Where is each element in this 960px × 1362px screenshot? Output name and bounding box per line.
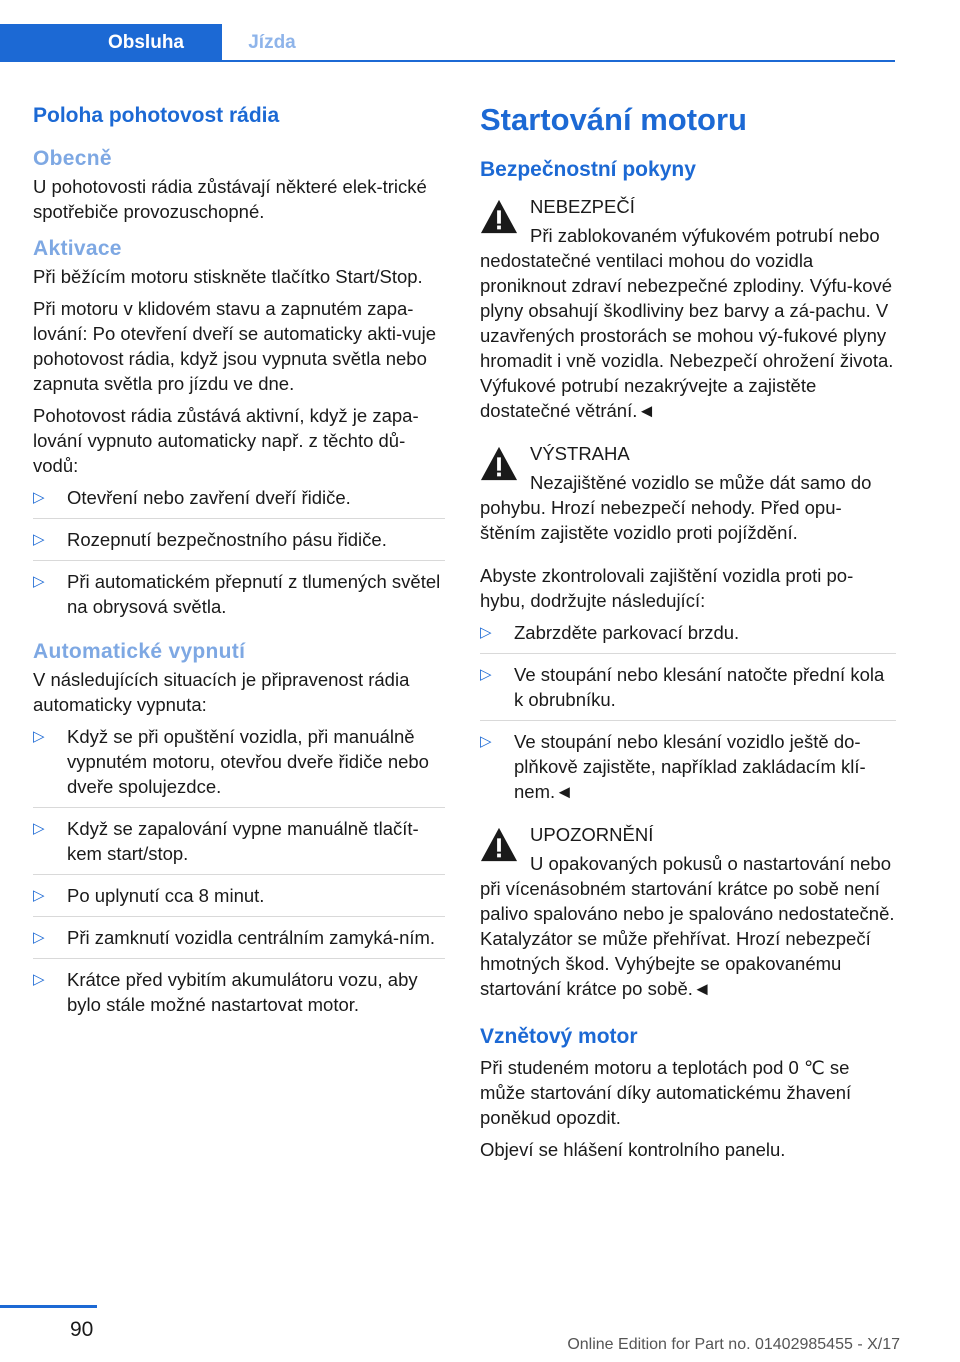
paragraph: Pohotovost rádia zůstává aktivní, když je zapa-lování vypnuto automaticky např. z těchto dů-vodů: [33,405,419,476]
list-item-text: Když se při opuštění vozidla, při manuálně vypnutém motoru, otevřou dveře řidiče nebo dveře spolujezdce. [67,726,429,797]
warning-danger [480,194,896,423]
page-title: Startování motoru [480,102,747,137]
triangle-bullet-icon: ▷ [33,531,45,548]
list-item [33,816,445,875]
warning-keyword: VÝSTRAHA [530,443,630,464]
bullet-list [33,485,445,627]
paragraph: U pohotovosti rádia zůstávají některé elek-trické spotřebiče provozuschopné. [33,176,427,222]
triangle-bullet-icon: ▷ [33,728,45,745]
list-item-text: Při automatickém přepnutí z tlumených světel na obrysová světla. [67,571,441,617]
section-obecne [33,144,445,224]
paragraph: Abyste zkontrolovali zajištění vozidla proti po-hybu, dodržujte následující: [480,565,854,611]
list-item-text: Při zamknutí vozidla centrálním zamyká-ním. [67,927,436,948]
subsection-heading: Automatické vypnutí [33,640,246,663]
list-item [480,729,896,812]
paragraph: Objeví se hlášení kontrolního panelu. [480,1139,786,1160]
section-automaticke-vypnuti [33,637,445,1025]
tab-bar-rule [0,60,895,62]
triangle-bullet-icon: ▷ [33,887,45,904]
paragraph: Při běžícím motoru stiskněte tlačítko Start/Stop. [33,266,423,287]
subsection-heading: Aktivace [33,237,122,260]
list-item [33,967,445,1025]
triangle-bullet-icon: ▷ [480,666,492,683]
section-title: Vznětový motor [480,1025,638,1048]
triangle-bullet-icon: ▷ [33,820,45,837]
warning-vystraha [480,441,896,545]
list-item [33,724,445,808]
warning-keyword: NEBEZPEČÍ [530,196,635,217]
warning-triangle-icon [480,198,518,236]
section-aktivace [33,234,445,627]
triangle-bullet-icon: ▷ [33,929,45,946]
warning-triangle-icon [480,445,518,483]
tab-jizda[interactable]: Jízda [248,32,296,53]
list-item [33,925,445,959]
list-item [480,620,896,654]
list-item-text: Ve stoupání nebo klesání natočte přední kola k obrubníku. [514,664,885,710]
section-title: Poloha pohotovost rádia [33,104,280,127]
paragraph: Při studeném motoru a teplotách pod 0 ℃ se může startování díky automatickému žhavení poněkud opozdit. [480,1057,852,1128]
list-item-text: Rozepnutí bezpečnostního pásu řidiče. [67,529,387,550]
list-item-text: Po uplynutí cca 8 minut. [67,885,265,906]
list-item [33,527,445,561]
warning-triangle-icon [480,826,518,864]
triangle-bullet-icon: ▷ [480,733,492,750]
warning-caution [480,822,896,1001]
list-item-text: Zabrzděte parkovací brzdu. [514,622,740,643]
page-number: 90 [70,1318,94,1341]
list-item-text: Otevření nebo zavření dveří řidiče. [67,487,351,508]
triangle-bullet-icon: ▷ [33,573,45,590]
subsection-heading: Obecně [33,147,112,170]
warning-text: U opakovaných pokusů o nastartování nebo při vícenásobném startování krátce po sobě není palivo spalováno nebo je spalováno nedostatečně. Katalyzátor se může přehřívat. Hrozí nebezpečí hmotných škod. Vyhýbejte se opakovanému startování krátce po sobě.◄ [480,853,895,999]
list-item [33,485,445,519]
paragraph: V následujících situacích je připravenost rádia automaticky vypnuta: [33,669,410,715]
footer-text: Online Edition for Part no. 01402985455 - X/17 [567,1336,900,1353]
page-number-rule [0,1305,97,1308]
section-title: Bezpečnostní pokyny [480,158,696,181]
bullet-list [480,620,896,812]
list-item-text: Ve stoupání nebo klesání vozidlo ještě do-plňkově zajistěte, například zakládacím klí-nem.◄ [514,731,866,802]
tab-obsluha[interactable]: Obsluha [0,24,222,62]
left-column [33,98,445,1035]
right-column [480,98,896,1169]
triangle-bullet-icon: ▷ [480,624,492,641]
list-item [33,569,445,627]
list-item [33,883,445,917]
list-item-text: Krátce před vybitím akumulátoru vozu, aby bylo stále možné nastartovat motor. [67,969,418,1015]
warning-text: Při zablokovaném výfukovém potrubí nebo nedostatečné ventilaci mohou do vozidla proniknout zdraví nebezpečné zplodiny. Výfu-kové plyny obsahují škodliviny bez barvy a zá-pachu. V uzavřených prostorách se mohou vý-fukové plyny hromadit i vně vozidla. Nebezpečí ohrožení života. Výfukové potrubí nezakrývejte a zajistěte dostatečné větrání.◄ [480,225,894,421]
tab-bar [0,24,895,62]
paragraph: Při motoru v klidovém stavu a zapnutém zapa-lování: Po otevření dveří se automaticky akti-vuje pohotovost rádia, když jsou vypnuta světla nebo zapnuta světla pro jízdu ve dne. [33,298,437,394]
triangle-bullet-icon: ▷ [33,971,45,988]
bullet-list [33,724,445,1025]
warning-text: Nezajištěné vozidlo se může dát samo do pohybu. Hrozí nebezpečí nehody. Před opu-štěním zajistěte vozidlo proti pojíždění. [480,472,872,543]
triangle-bullet-icon: ▷ [33,489,45,506]
warning-keyword: UPOZORNĚNÍ [530,824,654,845]
list-item [480,662,896,721]
list-item-text: Když se zapalování vypne manuálně tlačít-kem start/stop. [67,818,419,864]
